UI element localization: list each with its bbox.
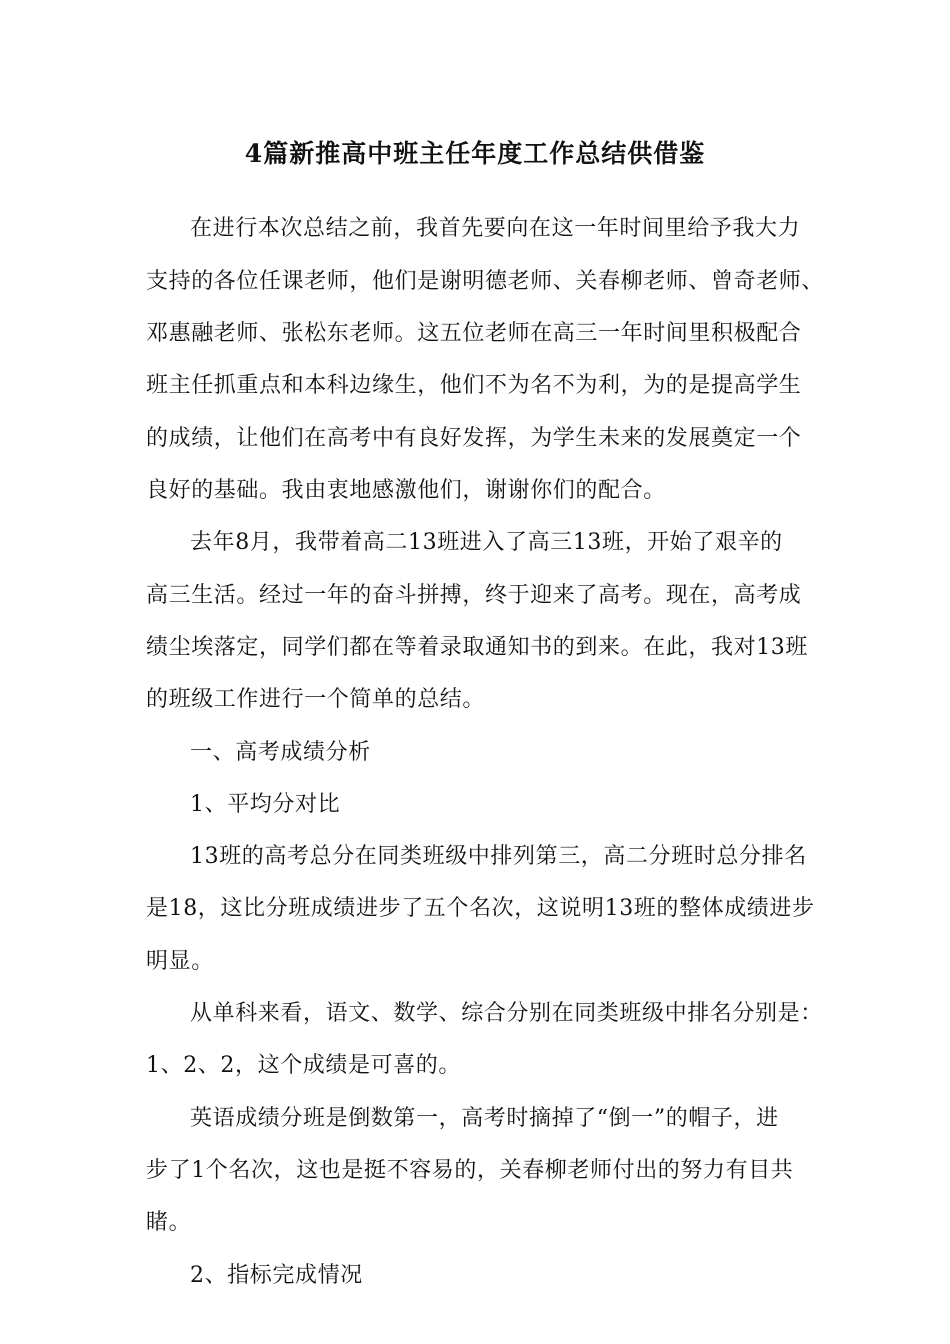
paragraph-line: 睹。	[146, 1210, 192, 1235]
paragraph-line: 绩尘埃落定，同学们都在等着录取通知书的到来。在此，我对13班	[146, 635, 808, 660]
paragraph-line: 1、2、2，这个成绩是可喜的。	[146, 1053, 461, 1078]
paragraph-line: 良好的基础。我由衷地感激他们，谢谢你们的配合。	[146, 478, 666, 503]
paragraph-line: 13班的高考总分在同类班级中排列第三，高二分班时总分排名	[190, 844, 807, 869]
paragraph-line: 高三生活。经过一年的奋斗拼搏，终于迎来了高考。现在，高考成	[146, 583, 802, 608]
paragraph-line: 在进行本次总结之前，我首先要向在这一年时间里给予我大力	[190, 216, 801, 241]
paragraph-line: 邓惠融老师、张松东老师。这五位老师在高三一年时间里积极配合	[146, 321, 802, 346]
subsection-heading: 1、平均分对比	[190, 792, 341, 817]
document-title: 4篇新推高中班主任年度工作总结供借鉴	[244, 139, 706, 168]
paragraph-line: 从单科来看，语文、数学、综合分别在同类班级中排名分别是：	[190, 1001, 823, 1026]
paragraph-line: 的成绩，让他们在高考中有良好发挥，为学生未来的发展奠定一个	[146, 426, 802, 451]
paragraph-line: 明显。	[146, 949, 214, 974]
section-heading: 一、高考成绩分析	[190, 740, 371, 765]
paragraph-line: 的班级工作进行一个简单的总结。	[146, 687, 486, 712]
subsection-heading: 2、指标完成情况	[190, 1263, 363, 1288]
paragraph-line: 步了1个名次，这也是挺不容易的，关春柳老师付出的努力有目共	[146, 1158, 794, 1183]
paragraph-line: 是18，这比分班成绩进步了五个名次，这说明13班的整体成绩进步	[146, 896, 815, 921]
paragraph-line: 英语成绩分班是倒数第一，高考时摘掉了“倒一”的帽子，进	[190, 1106, 779, 1131]
paragraph-line: 班主任抓重点和本科边缘生，他们不为名不为利，为的是提高学生	[146, 373, 802, 398]
paragraph-line: 支持的各位任课老师，他们是谢明德老师、关春柳老师、曾奇老师、	[146, 269, 825, 294]
paragraph-line: 去年8月，我带着高二13班进入了高三13班，开始了艰辛的	[190, 530, 783, 555]
